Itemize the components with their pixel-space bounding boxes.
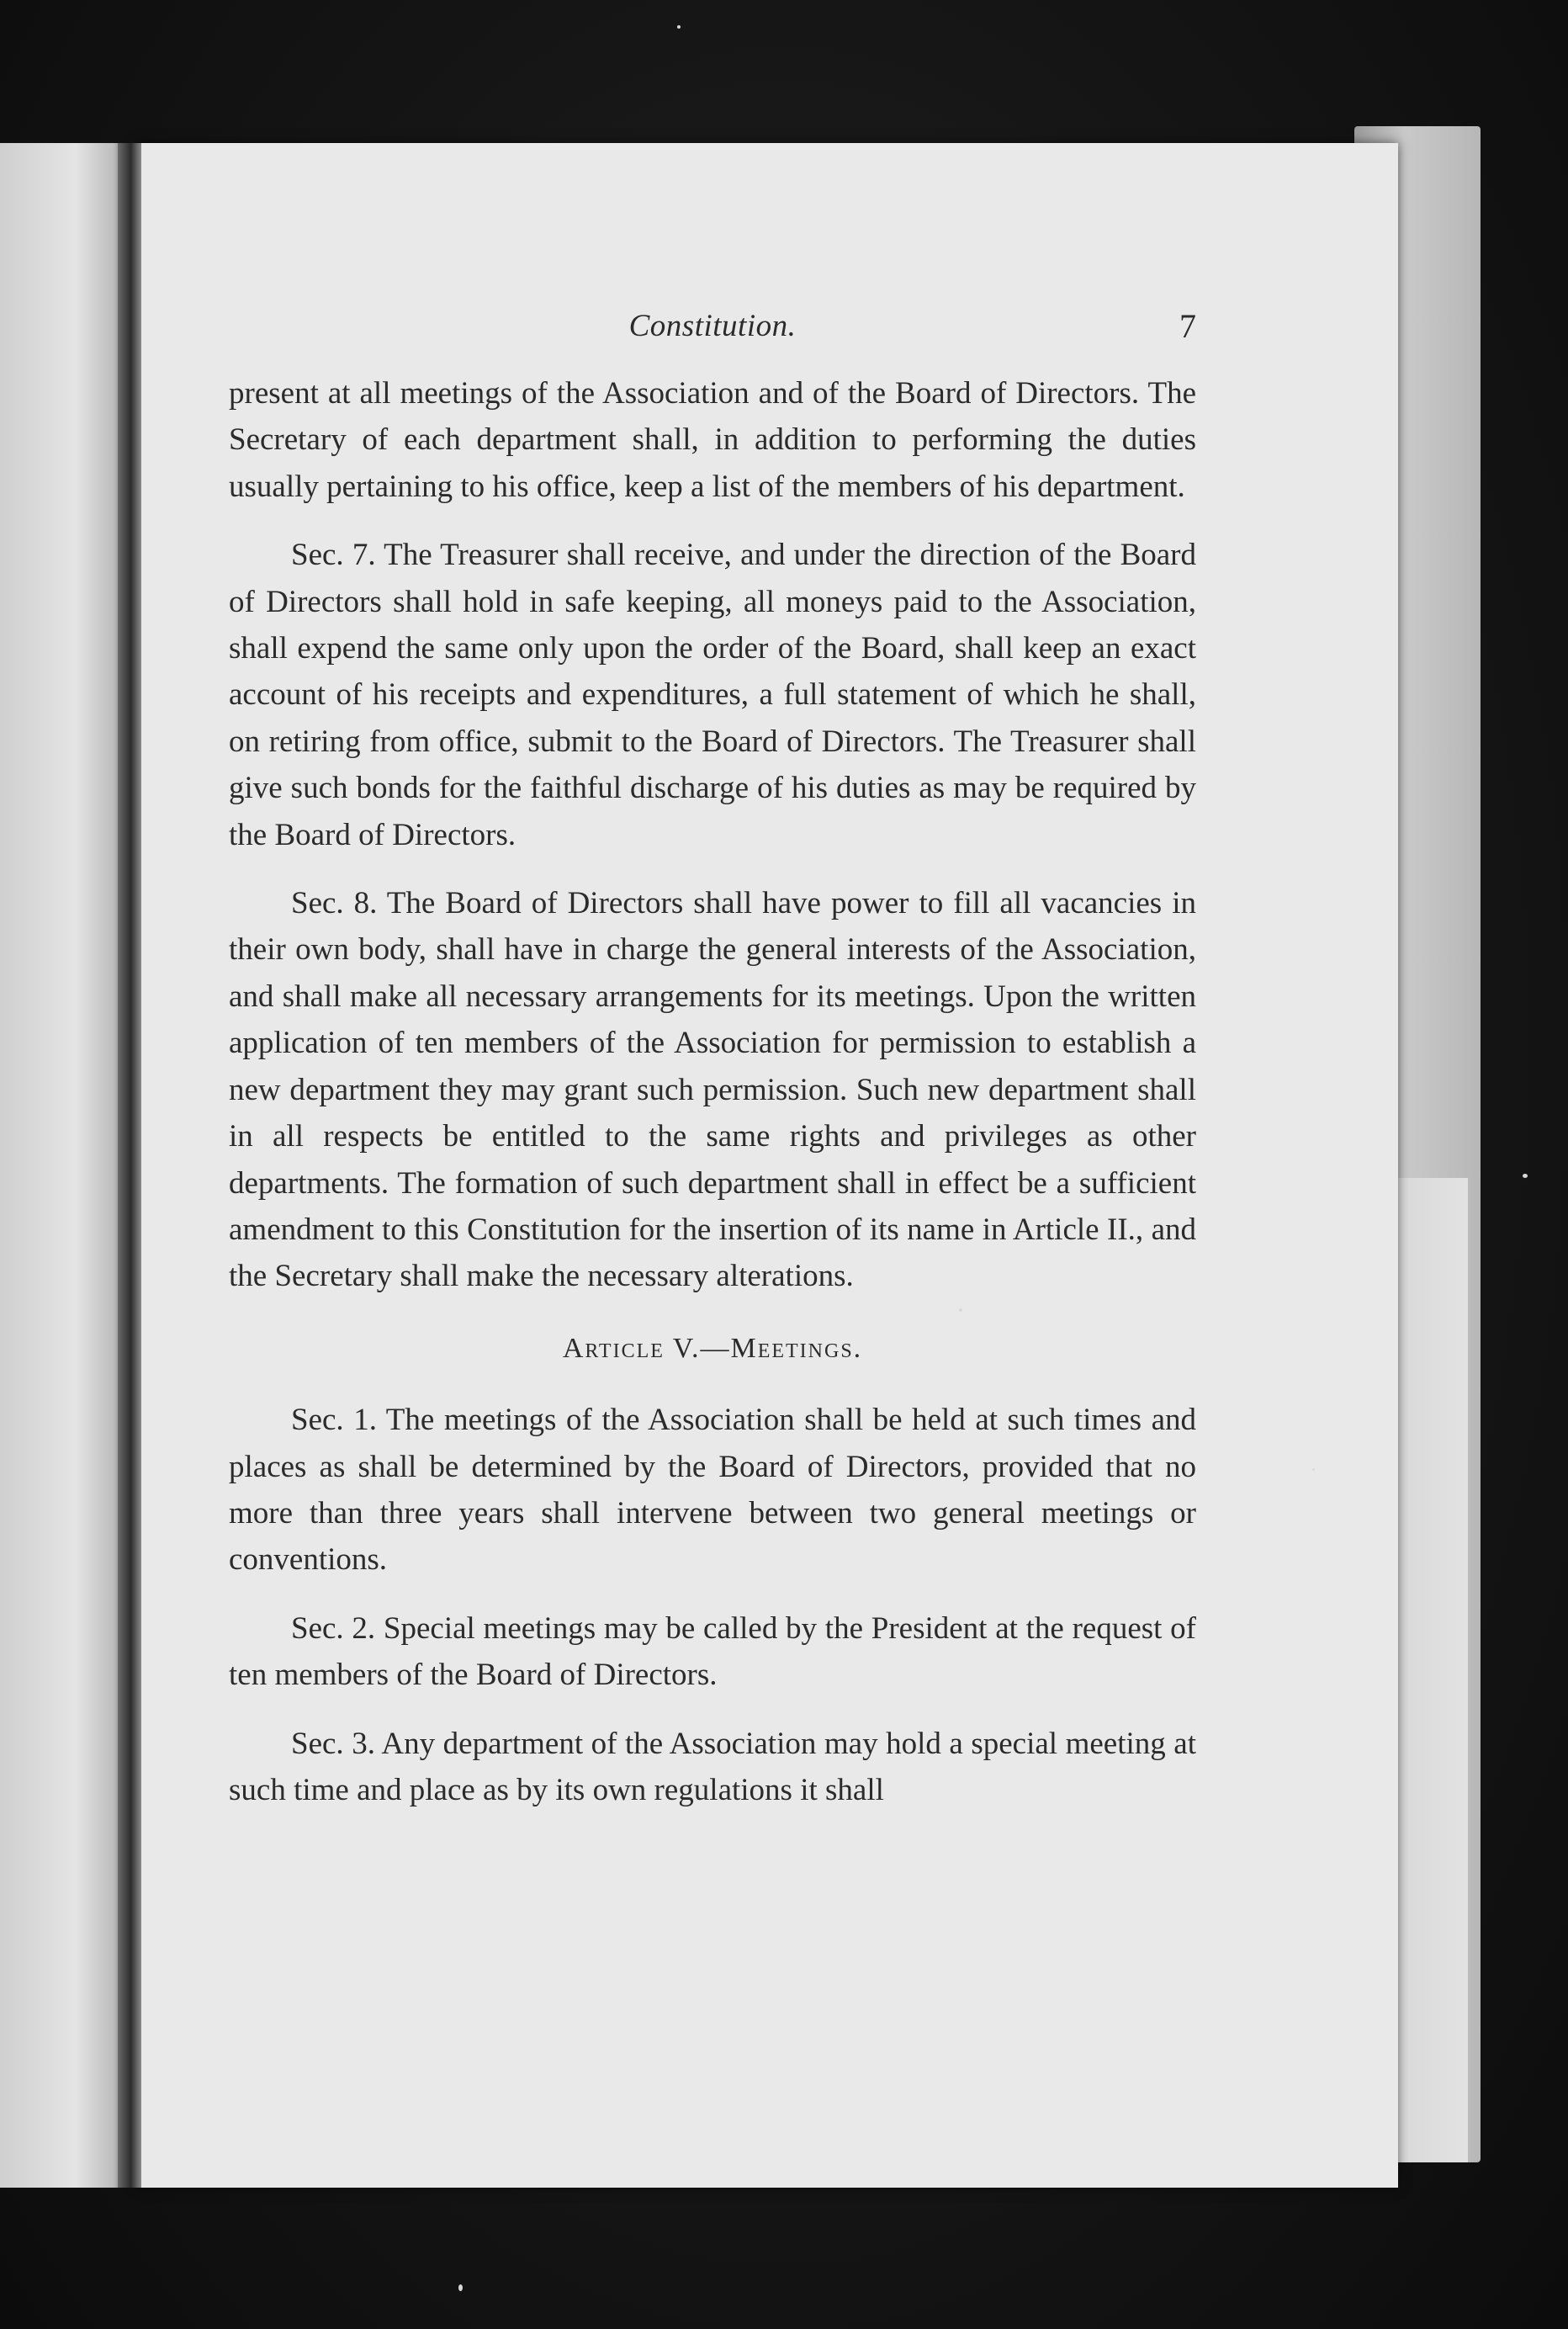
running-head xyxy=(229,303,1196,355)
book-gutter xyxy=(118,143,141,2188)
dust-speck xyxy=(959,1308,962,1312)
paragraph-sec-8: Sec. 8. The Board of Directors shall have power to fill all vacancies in their own body, shall have in charge the general interests of the Association, and shall make all necessary arrangements for its meetings. Upon the written application of ten members of the Association for permission to establish a new department they may grant such permission. Such new department shall in all respects be entitled to the same rights and privileges as other departments. The formation of such department shall in effect be a sufficient amendment to this Constitution for the insertion of its name in Article II., and the Secretary shall make the necessary alterations. xyxy=(229,886,1196,1294)
page-number: 7 xyxy=(1179,307,1196,345)
back-sheet-lower-edge xyxy=(1396,1178,1468,2162)
paragraph-article-v-sec-3: Sec. 3. Any department of the Association may hold a special meeting at such time and place as by its own regulations it shall xyxy=(229,1726,1196,1807)
article-heading: Article V.—Meetings. xyxy=(562,1332,863,1364)
facing-page-edge xyxy=(0,143,126,2188)
page-content xyxy=(229,303,1196,1835)
dust-speck xyxy=(1312,1468,1315,1471)
running-title: Constitution. xyxy=(628,309,797,343)
dust-speck xyxy=(677,25,681,29)
paragraph-sec-7: Sec. 7. The Treasurer shall receive, and under the direction of the Board of Directors shall hold in safe keeping, all moneys paid to the Association, shall expend the same only upon the order of the Board, shall keep an exact account of his receipts and expenditures, a full statement of which he shall, on retiring from office, submit to the Board of Directors. The Treasurer shall give such bonds for the faithful discharge of his duties as may be required by the Board of Directors. xyxy=(229,538,1196,852)
paragraph-continuation: present at all meetings of the Association and of the Board of Directors. The Secretary of each department shall, in addition to performing the duties usually pertaining to his office, keep a list of the members of his department. xyxy=(229,376,1196,504)
paragraph-article-v-sec-1: Sec. 1. The meetings of the Association shall be held at such times and places as shall be determined by the Board of Directors, provided that no more than three years shall intervene between two general meetings or conventions. xyxy=(229,1403,1196,1578)
dust-speck xyxy=(458,2284,463,2291)
paragraph-article-v-sec-2: Sec. 2. Special meetings may be called by the President at the request of ten members of the Board of Directors. xyxy=(229,1610,1196,1693)
dust-speck xyxy=(1523,1174,1528,1178)
book-page xyxy=(136,143,1398,2188)
